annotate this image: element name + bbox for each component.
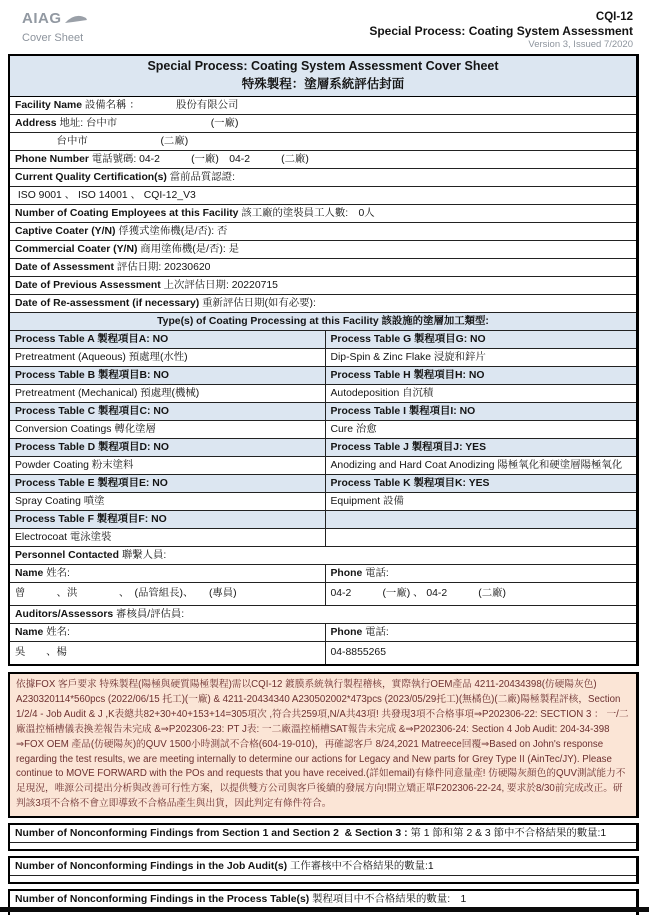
process-cell-left: Pretreatment (Aqueous) 預處理(水性)	[10, 349, 326, 366]
process-row-e-k	[10, 475, 636, 493]
info-value: 重新評估日期(如有必要):	[199, 298, 316, 309]
process-row-b-h	[10, 367, 636, 385]
process-cell-left: Process Table D 製程項目D: NO	[10, 439, 326, 456]
personnel-values	[10, 583, 636, 606]
info-row-coating-employees	[10, 205, 636, 223]
auditor-phones: 04-8855265	[330, 647, 386, 658]
info-label: Address	[15, 118, 57, 129]
header-left	[22, 10, 88, 44]
info-value: 地址: 台中市 (一廠)	[56, 118, 239, 129]
process-cell-right: Process Table I 製程項目I: NO	[326, 403, 637, 420]
process-cell-right: Cure 治愈	[330, 424, 377, 435]
name-label-en: Name	[15, 627, 44, 638]
info-value: 設備名稱 ： 股份有限公司	[82, 100, 239, 111]
bottom-rule	[0, 907, 649, 912]
process-cell-left: Powder Coating 粉末塗料	[10, 457, 326, 474]
process-cell-right: Autodeposition 自沉積	[330, 388, 434, 399]
info-value: 俘獲式塗佈機(是/否): 否	[115, 226, 228, 237]
assessment-note: 依據FOX 客戶要求 特殊製程(陽極與硬質陽極製程)需以CQI-12 鍍膜系統執行製程稽核，實際執行OEM產品 4211-20434398(仿硬陽灰色) A230320114*560pcs (2022/06/15 托工)(一廠) & 4211-20434340 A230502002*473pcs (2023/05/29托工)(無橘色)(二廠)陽極製程評核，Section 1/2/4 - Job Audit & J ,K表總共82+30+40+153+14=305項次 ,符合共259項,N/A共43項! 共發現3項不合格事項⇒P202306-22: SECTION 3 ： 一/二廠溫控桶槽儀表換差報告未完成 &⇒P202306-23: PT J表: 一二廠溫控桶槽SAT報告未完成 &⇒P202306-24: Section 4 Job Audit: 204-34-398 ⇒FOX OEM 產品(仿硬陽灰)的QUV 1500小時測試不合格(604-19-010)，再確認客戶 8/24,2021 Matreece回覆⇒Based on John's response regarding the test results, we are meeting internally to determine our actions for Legacy and New parts for Grey Type II (AinTec/JY). Please continue to MOVE FORWARD with the POs and requests that you have received.(詳如email)有條件同意量產! 仿硬陽灰顏色的QUV測試能力不足現況，唯源公司提出分析與改善可行性方案，以提供雙方公司與客戶後續的發展方向!開立矯正單F202306-22-24, 要求於8/30前完成改正。研判該3項不合格不會立即導致不合格品產生與出貨，因此判定有條件符合。	[8, 672, 639, 818]
process-cell-left: Process Table E 製程項目E: NO	[10, 475, 326, 492]
process-cell-right: Dip-Spin & Zinc Flake 浸旋和鋅片	[330, 352, 486, 363]
process-cell-right: Process Table H 製程項目H: NO	[326, 367, 637, 384]
info-label: Current Quality Certification(s)	[15, 172, 167, 183]
nonconforming-label-en: Number of Nonconforming Findings from Section 1 and Section 2 & Section 3 :	[15, 828, 408, 840]
personnel-names: 曾 、洪 、 (品管組長)、 (專員)	[10, 583, 326, 605]
phone-label-en: Phone	[330, 568, 363, 579]
cover-sheet-form	[8, 54, 639, 666]
doc-version: Version 3, Issued 7/2020	[528, 39, 633, 51]
form-title	[10, 56, 636, 97]
info-label: Number of Coating Employees at this Facility	[15, 208, 239, 219]
info-value: 台中市 (二廠)	[15, 136, 189, 147]
process-row-d-j	[10, 439, 636, 457]
process-row-aqueous-dipspin	[10, 349, 636, 367]
info-row-certification-list	[10, 187, 636, 205]
nonconforming-label-en: Number of Nonconforming Findings in the Process Table(s)	[15, 894, 310, 906]
auditor-names: 吳 、楊	[10, 642, 326, 664]
process-cell-right	[326, 529, 637, 546]
auditors-label-zh: 審核員/評估員:	[113, 609, 185, 620]
process-row-c-i	[10, 403, 636, 421]
phone-label-cell	[326, 624, 637, 641]
process-cell-left: Process Table C 製程項目C: NO	[10, 403, 326, 420]
info-label: Commercial Coater (Y/N)	[15, 244, 138, 255]
info-row-phone-number	[10, 151, 636, 169]
form-title-en: Special Process: Coating System Assessment Cover Sheet	[147, 59, 499, 73]
form-title-zh: 特殊製程：塗層系統評估封面	[241, 77, 405, 91]
info-row-quality-certifications	[10, 169, 636, 187]
info-label: Phone Number	[15, 154, 89, 165]
process-cell-right: Process Table K 製程項目K: YES	[326, 475, 637, 492]
process-row-powder-anodizing	[10, 457, 636, 475]
process-row-f	[10, 511, 636, 529]
process-row-spray-equipment	[10, 493, 636, 511]
phone-label-en: Phone	[330, 627, 363, 638]
name-label-zh: 姓名:	[43, 568, 70, 579]
process-cell-left: Process Table F 製程項目F: NO	[10, 511, 326, 528]
process-row-mechanical-autodeposition	[10, 385, 636, 403]
nonconforming-value: 製程項目中不合格結果的數量: 1	[309, 894, 467, 906]
info-row-captive-coater	[10, 223, 636, 241]
process-cell-left: Spray Coating 噴塗	[10, 493, 326, 510]
process-cell-left: Electrocoat 電泳塗裝	[10, 529, 326, 546]
info-row-address-1	[10, 115, 636, 133]
personnel-phones: 04-2 (一廠) 、 04-2 (二廠)	[330, 588, 507, 599]
process-row-electrocoat	[10, 529, 636, 547]
info-value: ISO 9001 、 ISO 14001 、 CQI-12_V3	[15, 190, 196, 201]
process-cell-left: Conversion Coatings 轉化塗層	[10, 421, 326, 438]
phone-label-cell	[326, 565, 637, 582]
process-row-a-g	[10, 331, 636, 349]
info-value: 當前品質認證:	[166, 172, 235, 183]
nonconforming-box-job-audit	[8, 856, 639, 884]
personnel-contacted-header	[10, 547, 636, 565]
process-cell-left: Process Table A 製程項目A: NO	[10, 331, 326, 348]
info-row-address-2	[10, 133, 636, 151]
nonconforming-sections-row	[10, 825, 636, 843]
process-cell-left: Process Table B 製程項目B: NO	[10, 367, 326, 384]
nonconforming-job-audit-row	[10, 858, 636, 876]
name-label-zh: 姓名:	[43, 627, 70, 638]
auditors-assessors-header	[10, 606, 636, 624]
auditors-values	[10, 642, 636, 664]
info-label: Date of Assessment	[15, 262, 114, 273]
doc-code: CQI-12	[595, 11, 633, 23]
auditors-name-phone-labels	[10, 624, 636, 642]
info-row-facility-name	[10, 97, 636, 115]
aiag-logo	[22, 10, 88, 27]
header-right	[369, 10, 633, 51]
info-value: 電話號碼: 04-2 (一廠) 04-2 (二廠)	[88, 154, 309, 165]
nonconforming-label-en: Number of Nonconforming Findings in the Job Audit(s)	[15, 861, 288, 873]
process-cell-right: Anodizing and Hard Coat Anodizing 陽極氧化和硬塗層陽極氧化	[330, 460, 623, 471]
nonconforming-value: 工作審核中不合格結果的數量:1	[287, 861, 434, 873]
info-value: 上次評估日期: 20220715	[160, 280, 278, 291]
personnel-name-phone-labels	[10, 565, 636, 583]
info-label: Captive Coater (Y/N)	[15, 226, 116, 237]
nonconforming-value: 第 1 節和第 2 & 3 節中不合格結果的數量:1	[407, 828, 607, 840]
info-row-date-of-previous-assessment	[10, 277, 636, 295]
empty-row	[10, 843, 636, 849]
info-value: 評估日期: 20230620	[113, 262, 211, 273]
page-header	[8, 8, 639, 54]
name-label-en: Name	[15, 568, 44, 579]
info-value: 該工廠的塗裝員工人數: 0人	[238, 208, 375, 219]
info-row-date-of-assessment	[10, 259, 636, 277]
phone-label-zh: 電話:	[362, 627, 389, 638]
info-label: Date of Previous Assessment	[15, 280, 161, 291]
info-row-date-of-reassessment	[10, 295, 636, 313]
phone-label-zh: 電話:	[362, 568, 389, 579]
process-cell-right: Equipment 設備	[330, 496, 404, 507]
process-cell-right	[326, 511, 637, 528]
info-row-commercial-coater	[10, 241, 636, 259]
info-label: Date of Re-assessment (if necessary)	[15, 298, 200, 309]
process-cell-right: Process Table G 製程項目G: NO	[326, 331, 637, 348]
name-label-cell	[10, 624, 326, 641]
personnel-label-en: Personnel Contacted	[15, 550, 119, 561]
info-label: Facility Name	[15, 100, 82, 111]
process-row-conversion-cure	[10, 421, 636, 439]
aiag-logo-text: AIAG	[22, 10, 62, 27]
aiag-swoosh-icon	[64, 13, 88, 25]
doc-title: Special Process: Coating System Assessment	[369, 24, 633, 39]
empty-row	[10, 876, 636, 882]
nonconforming-box-sections	[8, 823, 639, 851]
name-label-cell	[10, 565, 326, 582]
process-cell-right: Process Table J 製程項目J: YES	[326, 439, 637, 456]
info-value: 商用塗佈機(是/否): 是	[137, 244, 240, 255]
auditors-label-en: Auditors/Assessors	[15, 609, 114, 620]
process-types-section-header: Type(s) of Coating Processing at this Facility 該設施的塗層加工類型:	[10, 313, 636, 331]
personnel-label-zh: 聯繫人員:	[118, 550, 167, 561]
cover-sheet-label: Cover Sheet	[22, 32, 84, 44]
process-cell-left: Pretreatment (Mechanical) 預處理(機械)	[10, 385, 326, 402]
